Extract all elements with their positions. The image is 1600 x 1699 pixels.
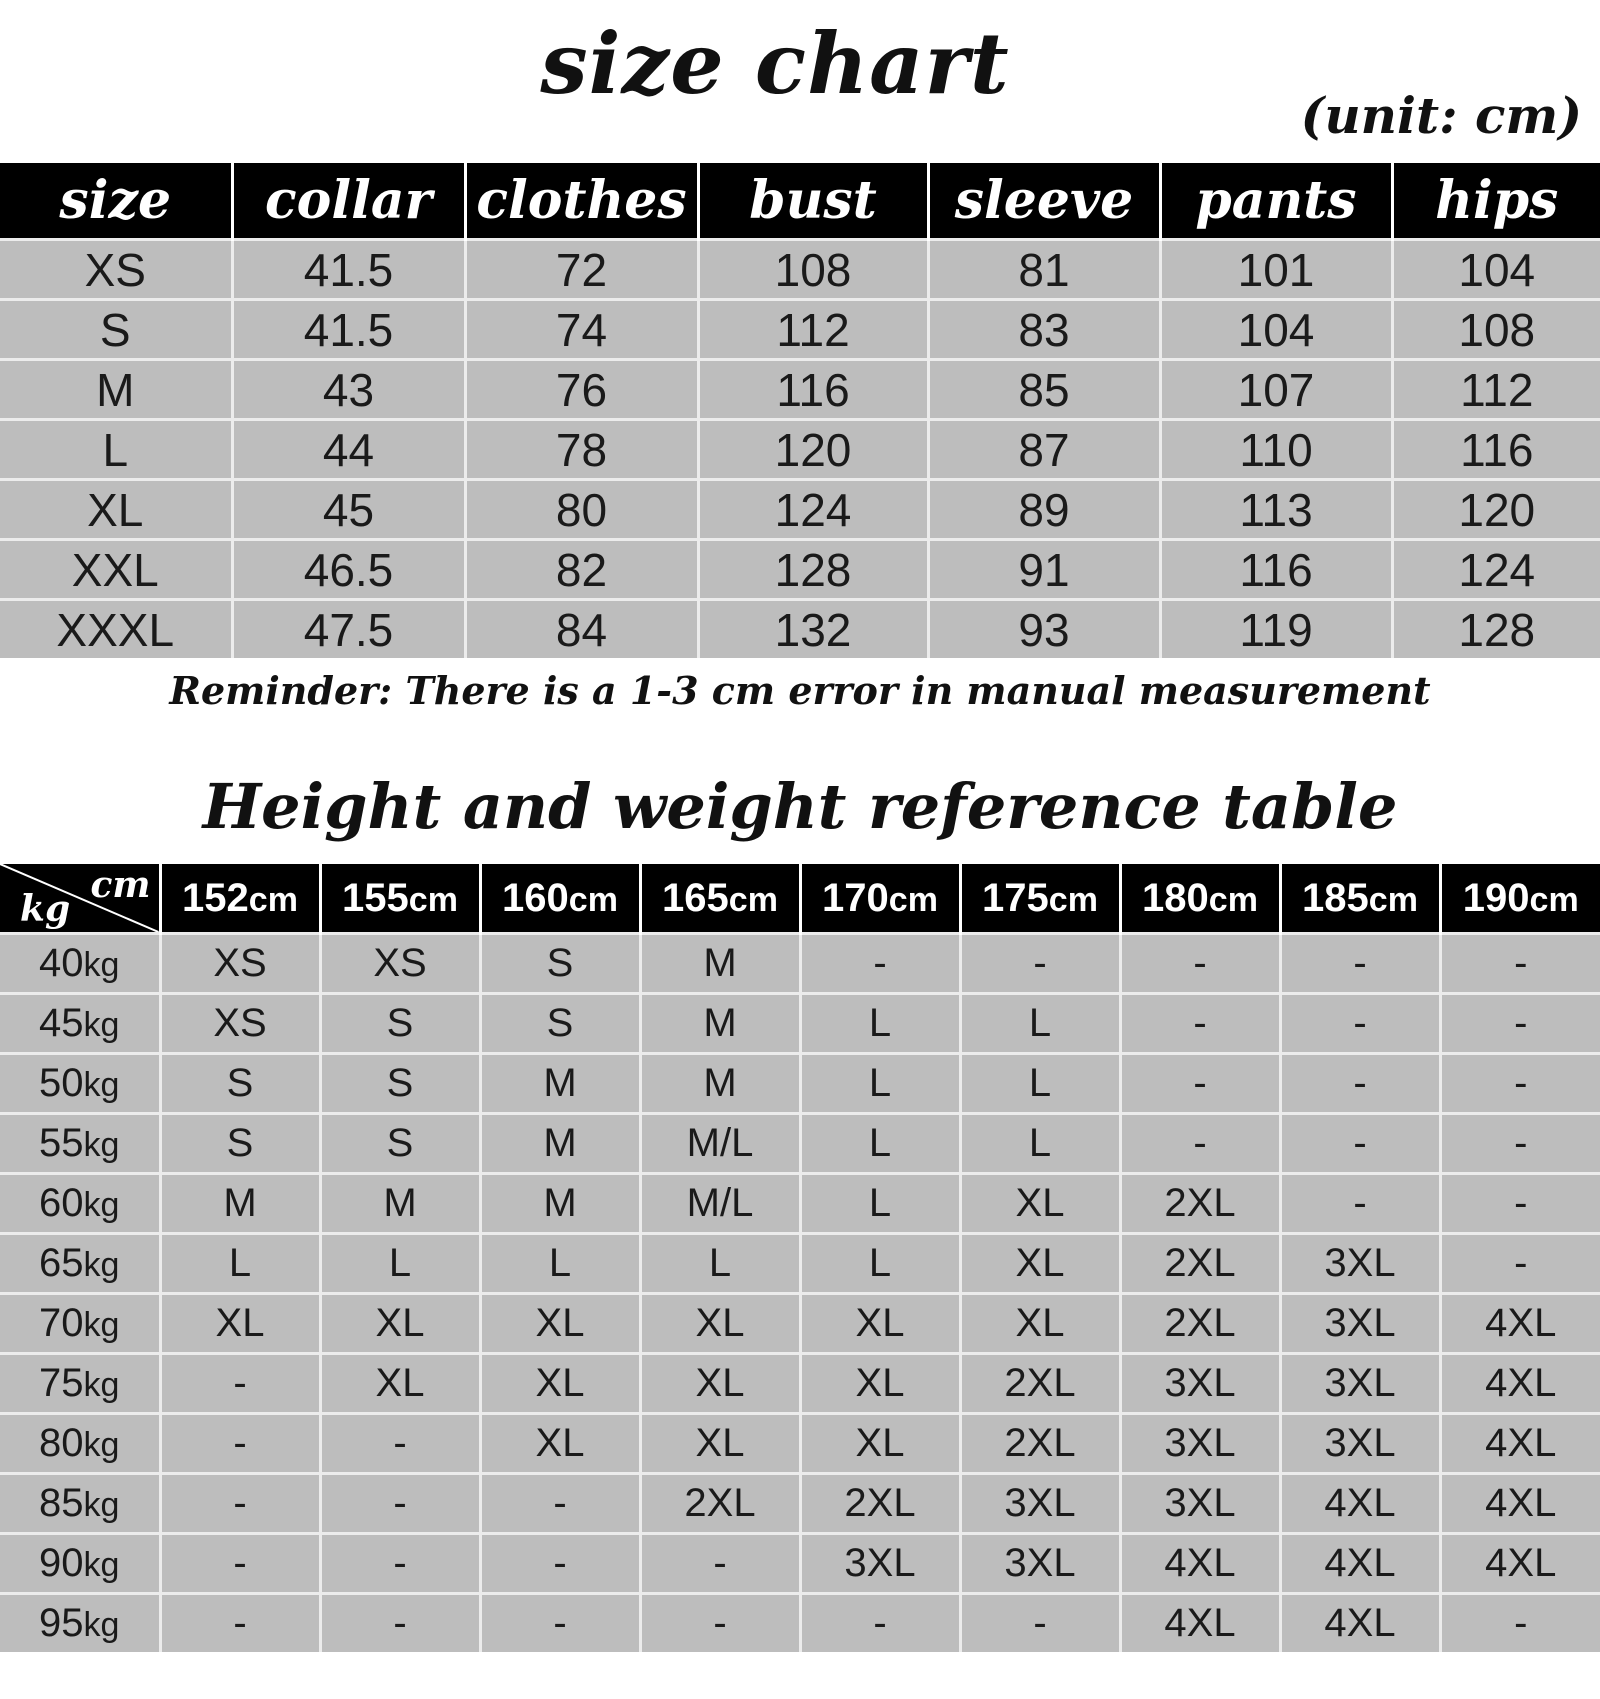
measurement-cell: 108 [698, 240, 928, 300]
recommended-size-cell: 4XL [1440, 1354, 1600, 1414]
recommended-size-cell: XS [320, 934, 480, 994]
recommended-size-cell: - [1440, 934, 1600, 994]
recommended-size-cell: L [960, 1054, 1120, 1114]
size-chart-header-sleeve: sleeve [928, 163, 1160, 240]
size-chart-table [0, 163, 1600, 658]
measurement-cell: 120 [1392, 480, 1600, 540]
measurement-cell: 87 [928, 420, 1160, 480]
weight-label-cell [0, 1174, 160, 1234]
recommended-size-cell: 4XL [1280, 1594, 1440, 1653]
height-value: 152 [182, 875, 249, 920]
recommended-size-cell: XL [640, 1354, 800, 1414]
measurement-cell: 104 [1392, 240, 1600, 300]
height-unit: cm [568, 880, 618, 919]
recommended-size-cell: 4XL [1280, 1474, 1440, 1534]
recommended-size-cell: 3XL [1120, 1474, 1280, 1534]
recommended-size-cell: M [480, 1174, 640, 1234]
recommended-size-cell: - [480, 1474, 640, 1534]
weight-unit: kg [83, 1546, 120, 1584]
recommended-size-cell: S [320, 994, 480, 1054]
measurement-cell: 93 [928, 600, 1160, 659]
recommended-size-cell: L [960, 1114, 1120, 1174]
recommended-size-cell: - [160, 1594, 320, 1653]
weight-unit: kg [83, 946, 120, 984]
recommended-size-cell: 4XL [1120, 1534, 1280, 1594]
recommended-size-cell: M [480, 1054, 640, 1114]
size-chart-header-size: size [0, 163, 232, 240]
weight-unit: kg [83, 1066, 120, 1104]
weight-unit: kg [83, 1306, 120, 1344]
measurement-cell: 112 [1392, 360, 1600, 420]
weight-value: 90 [39, 1541, 84, 1585]
height-value: 175 [982, 875, 1049, 920]
recommended-size-cell: XL [960, 1174, 1120, 1234]
measurement-cell: 41.5 [232, 240, 465, 300]
measurement-cell: 46.5 [232, 540, 465, 600]
measurement-cell: 112 [698, 300, 928, 360]
measurement-cell: 85 [928, 360, 1160, 420]
recommended-size-cell: - [160, 1534, 320, 1594]
measurement-reminder: Reminder: There is a 1-3 cm error in manual measurement [169, 668, 1431, 713]
size-chart-row [0, 300, 1600, 360]
recommended-size-cell: 4XL [1120, 1594, 1280, 1653]
recommended-size-cell: S [480, 934, 640, 994]
recommended-size-cell: - [320, 1594, 480, 1653]
recommended-size-cell: L [800, 994, 960, 1054]
height-unit: cm [408, 880, 458, 919]
size-label-cell: XXL [0, 540, 232, 600]
weight-value: 55 [39, 1121, 84, 1165]
recommended-size-cell: S [480, 994, 640, 1054]
size-label-cell: XXXL [0, 600, 232, 659]
recommended-size-cell: L [800, 1234, 960, 1294]
recommended-size-cell: - [320, 1534, 480, 1594]
measurement-cell: 128 [1392, 600, 1600, 659]
weight-label-cell [0, 1234, 160, 1294]
recommended-size-cell: - [160, 1474, 320, 1534]
measurement-cell: 116 [698, 360, 928, 420]
recommended-size-cell: L [480, 1234, 640, 1294]
height-header-cell [800, 864, 960, 934]
measurement-cell: 43 [232, 360, 465, 420]
recommended-size-cell: - [1280, 994, 1440, 1054]
recommended-size-cell: L [800, 1054, 960, 1114]
height-weight-title: Height and weight reference table [202, 770, 1398, 843]
weight-row [0, 1534, 1600, 1594]
weight-row [0, 1354, 1600, 1414]
weight-value: 45 [39, 1001, 84, 1045]
height-unit: cm [728, 880, 778, 919]
measurement-cell: 116 [1160, 540, 1392, 600]
recommended-size-cell: L [160, 1234, 320, 1294]
recommended-size-cell: 4XL [1280, 1534, 1440, 1594]
measurement-cell: 89 [928, 480, 1160, 540]
recommended-size-cell: - [320, 1474, 480, 1534]
recommended-size-cell: M [480, 1114, 640, 1174]
recommended-size-cell: 3XL [960, 1534, 1120, 1594]
weight-label-cell [0, 1534, 160, 1594]
weight-row [0, 934, 1600, 994]
height-header-cell [960, 864, 1120, 934]
measurement-cell: 124 [698, 480, 928, 540]
weight-value: 70 [39, 1301, 84, 1345]
measurement-cell: 104 [1160, 300, 1392, 360]
size-chart-header-collar: collar [232, 163, 465, 240]
size-label-cell: XL [0, 480, 232, 540]
weight-unit: kg [83, 1246, 120, 1284]
size-chart-header-row [0, 163, 1600, 240]
size-chart-row [0, 420, 1600, 480]
measurement-cell: 124 [1392, 540, 1600, 600]
height-weight-table [0, 864, 1600, 1652]
weight-label-cell [0, 934, 160, 994]
recommended-size-cell: - [1120, 1054, 1280, 1114]
recommended-size-cell: S [320, 1114, 480, 1174]
recommended-size-cell: - [800, 934, 960, 994]
recommended-size-cell: 3XL [1120, 1354, 1280, 1414]
recommended-size-cell: - [1120, 994, 1280, 1054]
measurement-cell: 78 [465, 420, 698, 480]
weight-unit: kg [83, 1186, 120, 1224]
size-label-cell: XS [0, 240, 232, 300]
size-label-cell: L [0, 420, 232, 480]
size-label-cell: S [0, 300, 232, 360]
size-chart-row [0, 600, 1600, 659]
recommended-size-cell: L [640, 1234, 800, 1294]
weight-label-cell [0, 1054, 160, 1114]
recommended-size-cell: XS [160, 934, 320, 994]
recommended-size-cell: S [160, 1054, 320, 1114]
size-chart-title: size chart [540, 14, 1010, 113]
recommended-size-cell: XS [160, 994, 320, 1054]
weight-row [0, 1114, 1600, 1174]
weight-row [0, 1174, 1600, 1234]
weight-row [0, 1054, 1600, 1114]
weight-label-cell [0, 1594, 160, 1653]
recommended-size-cell: 4XL [1440, 1414, 1600, 1474]
recommended-size-cell: S [160, 1114, 320, 1174]
recommended-size-cell: M [640, 1054, 800, 1114]
height-value: 165 [662, 875, 729, 920]
recommended-size-cell: XL [320, 1354, 480, 1414]
size-chart-header-hips: hips [1392, 163, 1600, 240]
weight-label-cell [0, 994, 160, 1054]
recommended-size-cell: 3XL [1120, 1414, 1280, 1474]
recommended-size-cell: - [320, 1414, 480, 1474]
measurement-cell: 110 [1160, 420, 1392, 480]
corner-weight-unit: kg [20, 888, 71, 930]
weight-value: 40 [39, 941, 84, 985]
weight-row [0, 1294, 1600, 1354]
recommended-size-cell: - [480, 1534, 640, 1594]
height-header-cell [1120, 864, 1280, 934]
recommended-size-cell: - [1440, 1234, 1600, 1294]
measurement-cell: 74 [465, 300, 698, 360]
height-value: 160 [502, 875, 569, 920]
weight-row [0, 994, 1600, 1054]
recommended-size-cell: 2XL [1120, 1294, 1280, 1354]
weight-unit: kg [83, 1126, 120, 1164]
recommended-size-cell: - [1440, 1174, 1600, 1234]
weight-row [0, 1414, 1600, 1474]
height-value: 155 [342, 875, 409, 920]
recommended-size-cell: M [640, 934, 800, 994]
recommended-size-cell: 3XL [1280, 1294, 1440, 1354]
height-header-cell [1280, 864, 1440, 934]
size-label-cell: M [0, 360, 232, 420]
recommended-size-cell: XL [160, 1294, 320, 1354]
size-chart-header-bust: bust [698, 163, 928, 240]
weight-unit: kg [83, 1366, 120, 1404]
height-unit: cm [248, 880, 298, 919]
recommended-size-cell: 3XL [1280, 1414, 1440, 1474]
height-unit: cm [888, 880, 938, 919]
weight-row [0, 1234, 1600, 1294]
size-chart-header-pants: pants [1160, 163, 1392, 240]
recommended-size-cell: - [1280, 1174, 1440, 1234]
measurement-cell: 119 [1160, 600, 1392, 659]
recommended-size-cell: XL [960, 1234, 1120, 1294]
weight-unit: kg [83, 1006, 120, 1044]
recommended-size-cell: - [1440, 1594, 1600, 1653]
measurement-cell: 76 [465, 360, 698, 420]
recommended-size-cell: 2XL [640, 1474, 800, 1534]
recommended-size-cell: - [1120, 1114, 1280, 1174]
recommended-size-cell: XL [800, 1354, 960, 1414]
recommended-size-cell: 3XL [960, 1474, 1120, 1534]
recommended-size-cell: 3XL [800, 1534, 960, 1594]
height-unit: cm [1529, 880, 1579, 919]
measurement-cell: 113 [1160, 480, 1392, 540]
weight-value: 65 [39, 1241, 84, 1285]
recommended-size-cell: M [320, 1174, 480, 1234]
recommended-size-cell: M [160, 1174, 320, 1234]
height-header-cell [1440, 864, 1600, 934]
height-value: 180 [1142, 875, 1209, 920]
recommended-size-cell: 4XL [1440, 1534, 1600, 1594]
recommended-size-cell: - [160, 1354, 320, 1414]
recommended-size-cell: 2XL [1120, 1234, 1280, 1294]
recommended-size-cell: 2XL [960, 1414, 1120, 1474]
height-value: 185 [1302, 875, 1369, 920]
measurement-cell: 72 [465, 240, 698, 300]
measurement-cell: 120 [698, 420, 928, 480]
recommended-size-cell: - [1440, 1054, 1600, 1114]
recommended-size-cell: - [480, 1594, 640, 1653]
recommended-size-cell: - [960, 934, 1120, 994]
size-chart-header-clothes: clothes [465, 163, 698, 240]
recommended-size-cell: XL [640, 1294, 800, 1354]
measurement-cell: 107 [1160, 360, 1392, 420]
measurement-cell: 91 [928, 540, 1160, 600]
recommended-size-cell: - [1120, 934, 1280, 994]
recommended-size-cell: XL [480, 1414, 640, 1474]
height-value: 190 [1462, 875, 1530, 920]
height-value: 170 [822, 875, 889, 920]
height-header-cell [480, 864, 640, 934]
recommended-size-cell: - [1280, 1114, 1440, 1174]
recommended-size-cell: 2XL [1120, 1174, 1280, 1234]
height-header-cell [160, 864, 320, 934]
weight-value: 50 [39, 1061, 84, 1105]
weight-value: 60 [39, 1181, 84, 1225]
weight-row [0, 1474, 1600, 1534]
weight-unit: kg [83, 1606, 120, 1644]
measurement-cell: 45 [232, 480, 465, 540]
recommended-size-cell: XL [320, 1294, 480, 1354]
measurement-cell: 82 [465, 540, 698, 600]
recommended-size-cell: M [640, 994, 800, 1054]
weight-label-cell [0, 1294, 160, 1354]
recommended-size-cell: 3XL [1280, 1354, 1440, 1414]
recommended-size-cell: L [800, 1114, 960, 1174]
recommended-size-cell: - [1440, 1114, 1600, 1174]
measurement-cell: 108 [1392, 300, 1600, 360]
recommended-size-cell: XL [960, 1294, 1120, 1354]
recommended-size-cell: XL [480, 1294, 640, 1354]
height-header-cell [320, 864, 480, 934]
weight-value: 75 [39, 1361, 84, 1405]
recommended-size-cell: - [160, 1414, 320, 1474]
height-unit: cm [1368, 880, 1418, 919]
recommended-size-cell: L [800, 1174, 960, 1234]
recommended-size-cell: XL [800, 1294, 960, 1354]
recommended-size-cell: XL [800, 1414, 960, 1474]
recommended-size-cell: 2XL [960, 1354, 1120, 1414]
weight-value: 85 [39, 1481, 84, 1525]
recommended-size-cell: M/L [640, 1174, 800, 1234]
measurement-cell: 132 [698, 600, 928, 659]
corner-cell [0, 864, 160, 934]
recommended-size-cell: 3XL [1280, 1234, 1440, 1294]
corner-height-unit: cm [90, 864, 151, 906]
recommended-size-cell: 4XL [1440, 1474, 1600, 1534]
measurement-cell: 101 [1160, 240, 1392, 300]
weight-label-cell [0, 1474, 160, 1534]
height-header-row [0, 864, 1600, 934]
weight-label-cell [0, 1354, 160, 1414]
measurement-cell: 81 [928, 240, 1160, 300]
recommended-size-cell: - [640, 1594, 800, 1653]
weight-label-cell [0, 1114, 160, 1174]
size-chart-row [0, 480, 1600, 540]
measurement-cell: 128 [698, 540, 928, 600]
height-unit: cm [1208, 880, 1258, 919]
recommended-size-cell: L [960, 994, 1120, 1054]
recommended-size-cell: L [320, 1234, 480, 1294]
weight-value: 80 [39, 1421, 84, 1465]
height-unit: cm [1048, 880, 1098, 919]
measurement-cell: 116 [1392, 420, 1600, 480]
size-chart-row [0, 360, 1600, 420]
weight-value: 95 [39, 1601, 84, 1645]
measurement-cell: 44 [232, 420, 465, 480]
recommended-size-cell: - [800, 1594, 960, 1653]
weight-unit: kg [83, 1426, 120, 1464]
recommended-size-cell: S [320, 1054, 480, 1114]
unit-note: (unit: cm) [1300, 86, 1582, 145]
recommended-size-cell: 2XL [800, 1474, 960, 1534]
recommended-size-cell: - [640, 1534, 800, 1594]
recommended-size-cell: - [1280, 934, 1440, 994]
size-chart-row [0, 540, 1600, 600]
recommended-size-cell: - [960, 1594, 1120, 1653]
recommended-size-cell: - [1440, 994, 1600, 1054]
recommended-size-cell: 4XL [1440, 1294, 1600, 1354]
weight-label-cell [0, 1414, 160, 1474]
size-chart-row [0, 240, 1600, 300]
measurement-cell: 47.5 [232, 600, 465, 659]
height-header-cell [640, 864, 800, 934]
measurement-cell: 80 [465, 480, 698, 540]
measurement-cell: 84 [465, 600, 698, 659]
recommended-size-cell: XL [640, 1414, 800, 1474]
recommended-size-cell: - [1280, 1054, 1440, 1114]
measurement-cell: 41.5 [232, 300, 465, 360]
recommended-size-cell: M/L [640, 1114, 800, 1174]
measurement-cell: 83 [928, 300, 1160, 360]
weight-unit: kg [83, 1486, 120, 1524]
weight-row [0, 1594, 1600, 1653]
recommended-size-cell: XL [480, 1354, 640, 1414]
